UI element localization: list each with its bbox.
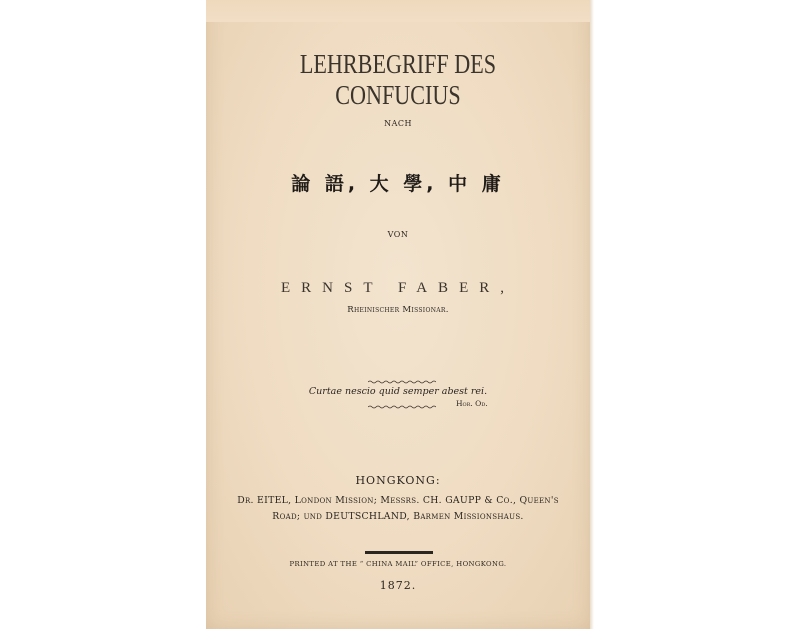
author-role: Rheinischer Missionar. <box>347 305 449 315</box>
author-name: ERNST FABER, <box>281 280 515 296</box>
motto-source: Hor. Od. <box>456 399 488 408</box>
publication-year: 1872. <box>379 579 417 592</box>
preposition-von: VON <box>387 230 409 239</box>
chinese-titles: 論 語, 大 學, 中 庸 <box>291 173 505 195</box>
divider-rule <box>365 551 433 554</box>
title-page <box>206 0 590 629</box>
book-title: LEHRBEGRIFF DES CONFUCIUS <box>299 49 497 110</box>
publishers-line-2: Road; und DEUTSCHLAND, Barmen Missionshaus. <box>272 511 524 522</box>
publication-place: HONGKONG: <box>355 474 441 487</box>
page-top-strip <box>206 0 590 22</box>
printer-line: PRINTED AT THE “ CHINA MAIL” OFFICE, HONGKONG. <box>289 560 507 568</box>
motto: Curtae nescio quid semper abest rei. <box>308 386 488 397</box>
ornament-wave-top <box>368 380 436 384</box>
page-edge <box>590 0 594 629</box>
preposition-nach: NACH <box>384 119 412 128</box>
ornament-wave-bottom <box>368 405 436 409</box>
publishers-line-1: Dr. EITEL, London Mission; Messrs. CH. GAUPP & Co., Queen's <box>237 495 559 506</box>
